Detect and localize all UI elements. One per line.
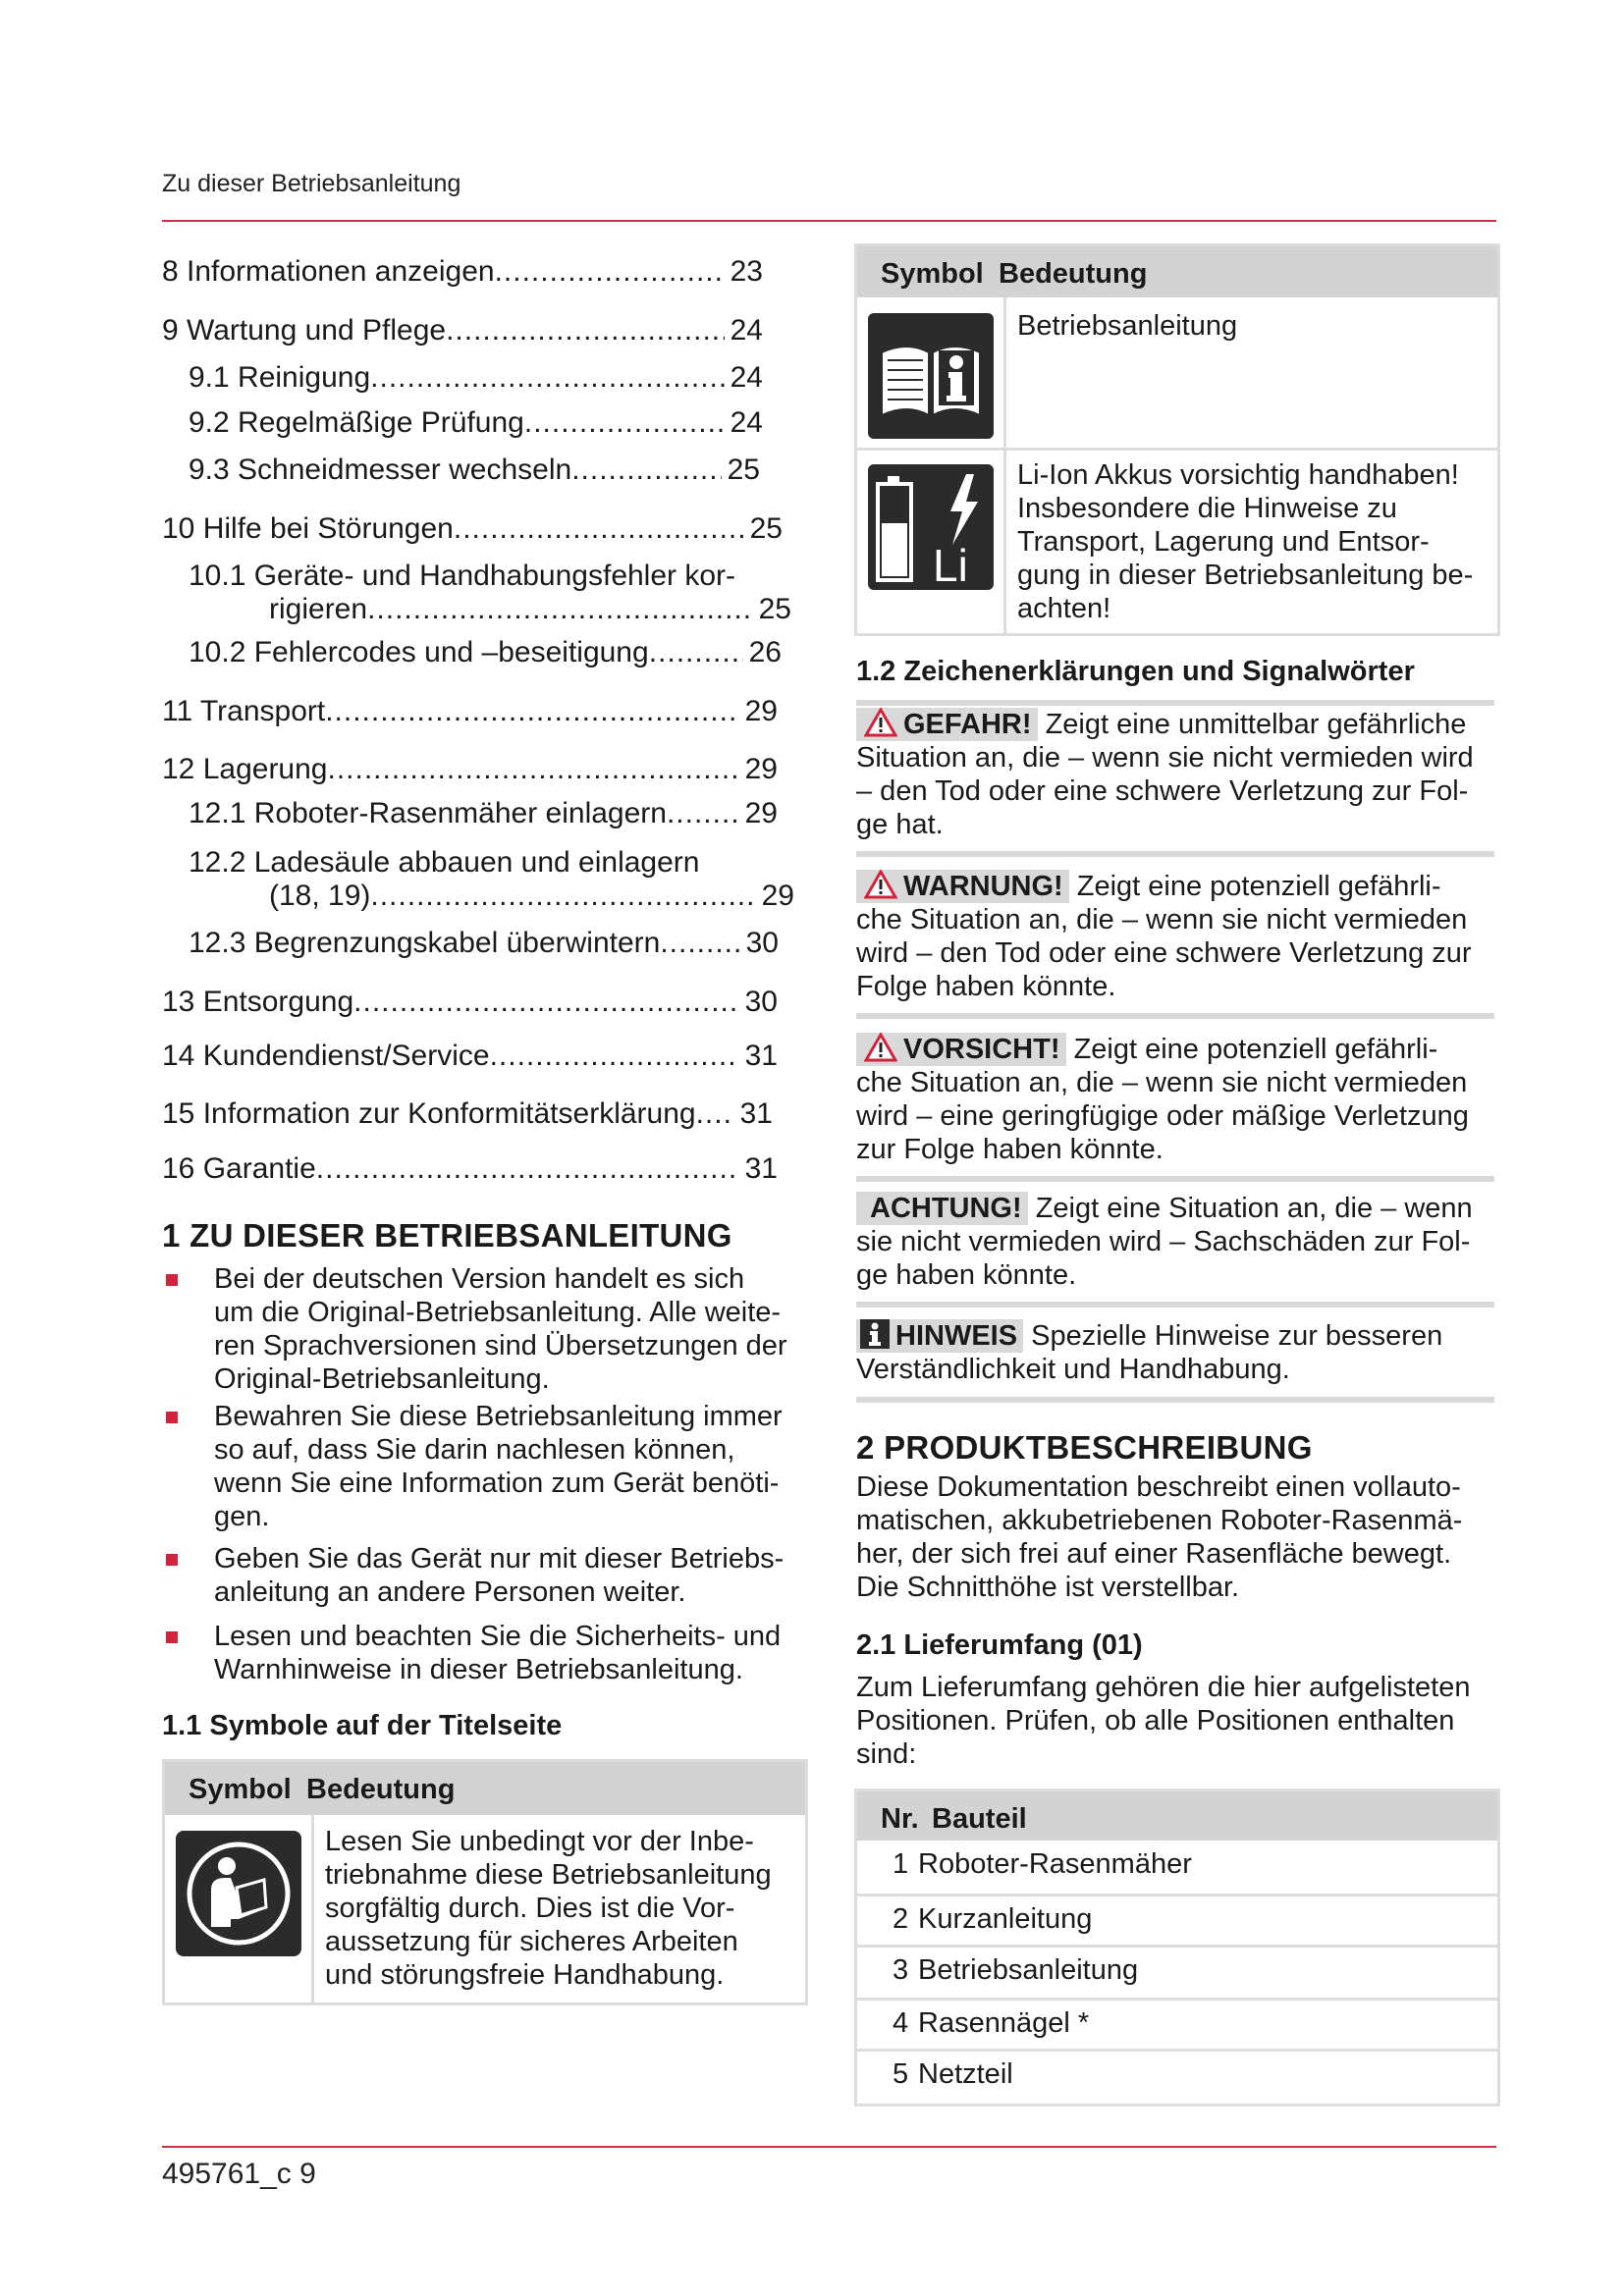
- toc-entry[interactable]: 9.1 Reinigung ..... 24: [189, 361, 763, 395]
- signal-text: Zeigt eine unmittelbar gefährliche: [1045, 709, 1467, 740]
- toc-entry[interactable]: 12.1 Roboter-Rasenmäher einlagern ..... 29: [189, 797, 778, 830]
- meaning-line: Transport, Lagerung und Entsor-: [1017, 526, 1430, 558]
- meaning-line: aussetzung für sicheres Arbeiten: [325, 1926, 738, 1957]
- footer-rule: [162, 2146, 1496, 2148]
- toc-entry[interactable]: 13 Entsorgung ..... 30: [162, 986, 778, 1019]
- toc-entry[interactable]: 8 Informationen anzeigen ..... 23: [162, 255, 763, 289]
- signal-word: GEFAHR!: [903, 709, 1032, 740]
- bullet-square-icon: [166, 1412, 178, 1423]
- paragraph-line: Positionen. Prüfen, ob alle Positionen enthalten: [856, 1705, 1455, 1736]
- col-header-nr: Nr.: [881, 1803, 919, 1835]
- paragraph-line: Diese Dokumentation beschreibt einen vollauto-: [856, 1471, 1461, 1503]
- bullet-line: ren Sprachversionen sind Übersetzungen der: [214, 1330, 787, 1362]
- paragraph-line: matischen, akkubetriebenen Roboter-Rasenmä-: [856, 1505, 1463, 1536]
- signal-text: Folge haben könnte.: [856, 971, 1116, 1002]
- col-header-meaning: Bedeutung: [999, 258, 1148, 290]
- table-header: [857, 1791, 1497, 1841]
- scope-paragraph: [856, 1671, 1494, 1771]
- meaning-line: triebnahme diese Betriebsanleitung: [325, 1859, 772, 1891]
- book-info-icon: [868, 313, 994, 439]
- warning-triangle-icon: [864, 1033, 897, 1062]
- title-symbols-table: [162, 1759, 808, 2005]
- signal-text: che Situation an, die – wenn sie nicht vermieden: [856, 1067, 1468, 1098]
- signal-text: ge hat.: [856, 809, 944, 840]
- signal-text: wird – den Tod oder eine schwere Verletzung zur: [856, 937, 1472, 969]
- signal-text: sie nicht vermieden wird – Sachschäden zur Fol-: [856, 1226, 1471, 1257]
- bullet-line: Original-Betriebsanleitung.: [214, 1363, 550, 1395]
- bullet-line: Bei der deutschen Version handelt es sich: [214, 1263, 745, 1295]
- toc-entry[interactable]: 10.2 Fehlercodes und –beseitigung ..... 26: [189, 636, 782, 669]
- signal-text: zur Folge haben könnte.: [856, 1134, 1164, 1165]
- col-header-symbol: Symbol: [189, 1774, 292, 1805]
- part-nr: 1: [893, 1848, 909, 1880]
- toc-entry[interactable]: 9.2 Regelmäßige Prüfung ..... 24: [189, 406, 763, 440]
- read-manual-icon: [176, 1831, 301, 1956]
- toc-entry[interactable]: 10 Hilfe bei Störungen ..... 25: [162, 512, 783, 546]
- signal-text: Situation an, die – wenn sie nicht vermieden wird: [856, 742, 1474, 774]
- symbols-table: [854, 243, 1500, 636]
- part-name: Rasennägel *: [918, 2007, 1090, 2039]
- part-name: Kurzanleitung: [918, 1903, 1093, 1935]
- bullet-line: um die Original-Betriebsanleitung. Alle weite-: [214, 1297, 782, 1328]
- subsection-heading: 1.1 Symbole auf der Titelseite: [162, 1710, 563, 1741]
- signal-word: ACHTUNG!: [870, 1193, 1022, 1224]
- header-rule: [162, 220, 1496, 222]
- signal-text: ge haben könnte.: [856, 1259, 1077, 1291]
- part-nr: 5: [893, 2058, 909, 2090]
- meaning-line: achten!: [1017, 593, 1111, 624]
- signal-text: che Situation an, die – wenn sie nicht vermieden: [856, 904, 1468, 935]
- signal-text: Verständlichkeit und Handhabung.: [856, 1354, 1290, 1385]
- info-icon: [860, 1319, 890, 1349]
- bullet-line: Warnhinweise in dieser Betriebsanleitung.: [214, 1654, 743, 1685]
- parts-table: [854, 1789, 1500, 2107]
- warning-label: [856, 870, 1069, 903]
- running-header: Zu dieser Betriebsanleitung: [162, 170, 461, 197]
- toc-entry[interactable]: 12.3 Begrenzungskabel überwintern ..... 30: [189, 927, 779, 960]
- toc-entry[interactable]: 12 Lagerung ..... 29: [162, 753, 778, 786]
- bullet-line: gen.: [214, 1501, 270, 1532]
- section-heading: 1 ZU DIESER BETRIEBSANLEITUNG: [162, 1217, 732, 1254]
- bullet-line: so auf, dass Sie darin nachlesen können,: [214, 1434, 735, 1466]
- toc-entry[interactable]: 9 Wartung und Pflege ..... 24: [162, 314, 763, 347]
- subsection-heading: 1.2 Zeichenerklärungen und Signalwörter: [856, 656, 1415, 687]
- paragraph-line: her, der sich frei auf einer Rasenfläche bewegt.: [856, 1538, 1452, 1570]
- danger-label: [856, 708, 1038, 741]
- toc-entry[interactable]: 15 Information zur Konformitätserklärung ..... 31: [162, 1097, 773, 1131]
- note-label: [856, 1319, 1023, 1353]
- toc-entry-continuation[interactable]: (18, 19) ..... 29: [269, 880, 794, 913]
- signal-word: WARNUNG!: [903, 871, 1063, 902]
- table-header: [165, 1762, 805, 1815]
- toc-entry[interactable]: 9.3 Schneidmesser wechseln ..... 25: [189, 454, 760, 487]
- part-name: Betriebsanleitung: [918, 1954, 1139, 1986]
- signal-text: wird – eine geringfügige oder mäßige Verletzung: [856, 1100, 1469, 1132]
- paragraph-line: sind:: [856, 1738, 917, 1770]
- meaning-line: gung in dieser Betriebsanleitung be-: [1017, 560, 1474, 591]
- toc-entry-continuation[interactable]: rigieren ..... 25: [269, 593, 791, 626]
- toc-entry[interactable]: 10.1 Geräte- und Handhabungsfehler kor-: [189, 560, 736, 592]
- warning-triangle-icon: [864, 870, 897, 899]
- bullet-line: Lesen und beachten Sie die Sicherheits- und: [214, 1621, 782, 1652]
- subsection-heading: 2.1 Lieferumfang (01): [856, 1629, 1143, 1661]
- part-nr: 4: [893, 2007, 909, 2039]
- meaning-line: sorgfältig durch. Dies ist die Vor-: [325, 1893, 735, 1924]
- bullet-square-icon: [166, 1554, 178, 1566]
- signal-text: Spezielle Hinweise zur besseren: [1031, 1320, 1443, 1352]
- caution-label: [856, 1033, 1066, 1066]
- meaning-line: Insbesondere die Hinweise zu: [1017, 493, 1397, 524]
- bullet-square-icon: [166, 1274, 178, 1286]
- signal-text: Zeigt eine potenziell gefährli-: [1076, 871, 1441, 902]
- bullet-line: Geben Sie das Gerät nur mit dieser Betriebs-: [214, 1543, 785, 1575]
- part-nr: 2: [893, 1903, 909, 1935]
- meaning-line: und störungsfreie Handhabung.: [325, 1959, 725, 1991]
- meaning-line: Lesen Sie unbedingt vor der Inbe-: [325, 1826, 754, 1857]
- footer-doc-number: 495761_c 9: [162, 2158, 316, 2190]
- bullet-line: anleitung an andere Personen weiter.: [214, 1576, 686, 1608]
- meaning-line: Li-Ion Akkus vorsichtig handhaben!: [1017, 459, 1459, 491]
- bullet-square-icon: [166, 1631, 178, 1643]
- signal-text: Zeigt eine Situation an, die – wenn: [1035, 1193, 1473, 1224]
- attention-label: [856, 1192, 1028, 1225]
- toc-entry[interactable]: 12.2 Ladesäule abbauen und einlagern: [189, 846, 700, 879]
- paragraph-line: Zum Lieferumfang gehören die hier aufgelisteten: [856, 1672, 1471, 1703]
- part-name: Netzteil: [918, 2058, 1013, 2090]
- toc-entry[interactable]: 14 Kundendienst/Service ..... 31: [162, 1040, 778, 1073]
- signal-word: HINWEIS: [895, 1320, 1018, 1352]
- signal-word: VORSICHT!: [903, 1034, 1060, 1065]
- col-header-part: Bauteil: [932, 1803, 1027, 1835]
- li-ion-battery-icon: [868, 464, 994, 590]
- col-header-symbol: Symbol: [881, 258, 984, 290]
- paragraph-line: Die Schnitthöhe ist verstellbar.: [856, 1572, 1240, 1603]
- toc-entry[interactable]: 11 Transport ..... 29: [162, 695, 778, 728]
- signal-text: – den Tod oder eine schwere Verletzung zur Fol-: [856, 775, 1469, 807]
- li-label: Li: [933, 540, 968, 591]
- warning-triangle-icon: [864, 708, 897, 737]
- part-nr: 3: [893, 1954, 909, 1986]
- section-heading: 2 PRODUKTBESCHREIBUNG: [856, 1429, 1313, 1466]
- part-name: Roboter-Rasenmäher: [918, 1848, 1192, 1880]
- col-header-meaning: Bedeutung: [306, 1774, 456, 1805]
- bullet-line: wenn Sie eine Information zum Gerät benöti-: [214, 1468, 780, 1499]
- bullet-line: Bewahren Sie diese Betriebsanleitung immer: [214, 1401, 783, 1432]
- toc-entry[interactable]: 16 Garantie ..... 31: [162, 1152, 778, 1186]
- table-header: [857, 246, 1497, 297]
- meaning-line: Betriebsanleitung: [1017, 310, 1238, 342]
- signal-text: Zeigt eine potenziell gefährli-: [1073, 1034, 1438, 1065]
- section2-paragraph: [856, 1470, 1494, 1604]
